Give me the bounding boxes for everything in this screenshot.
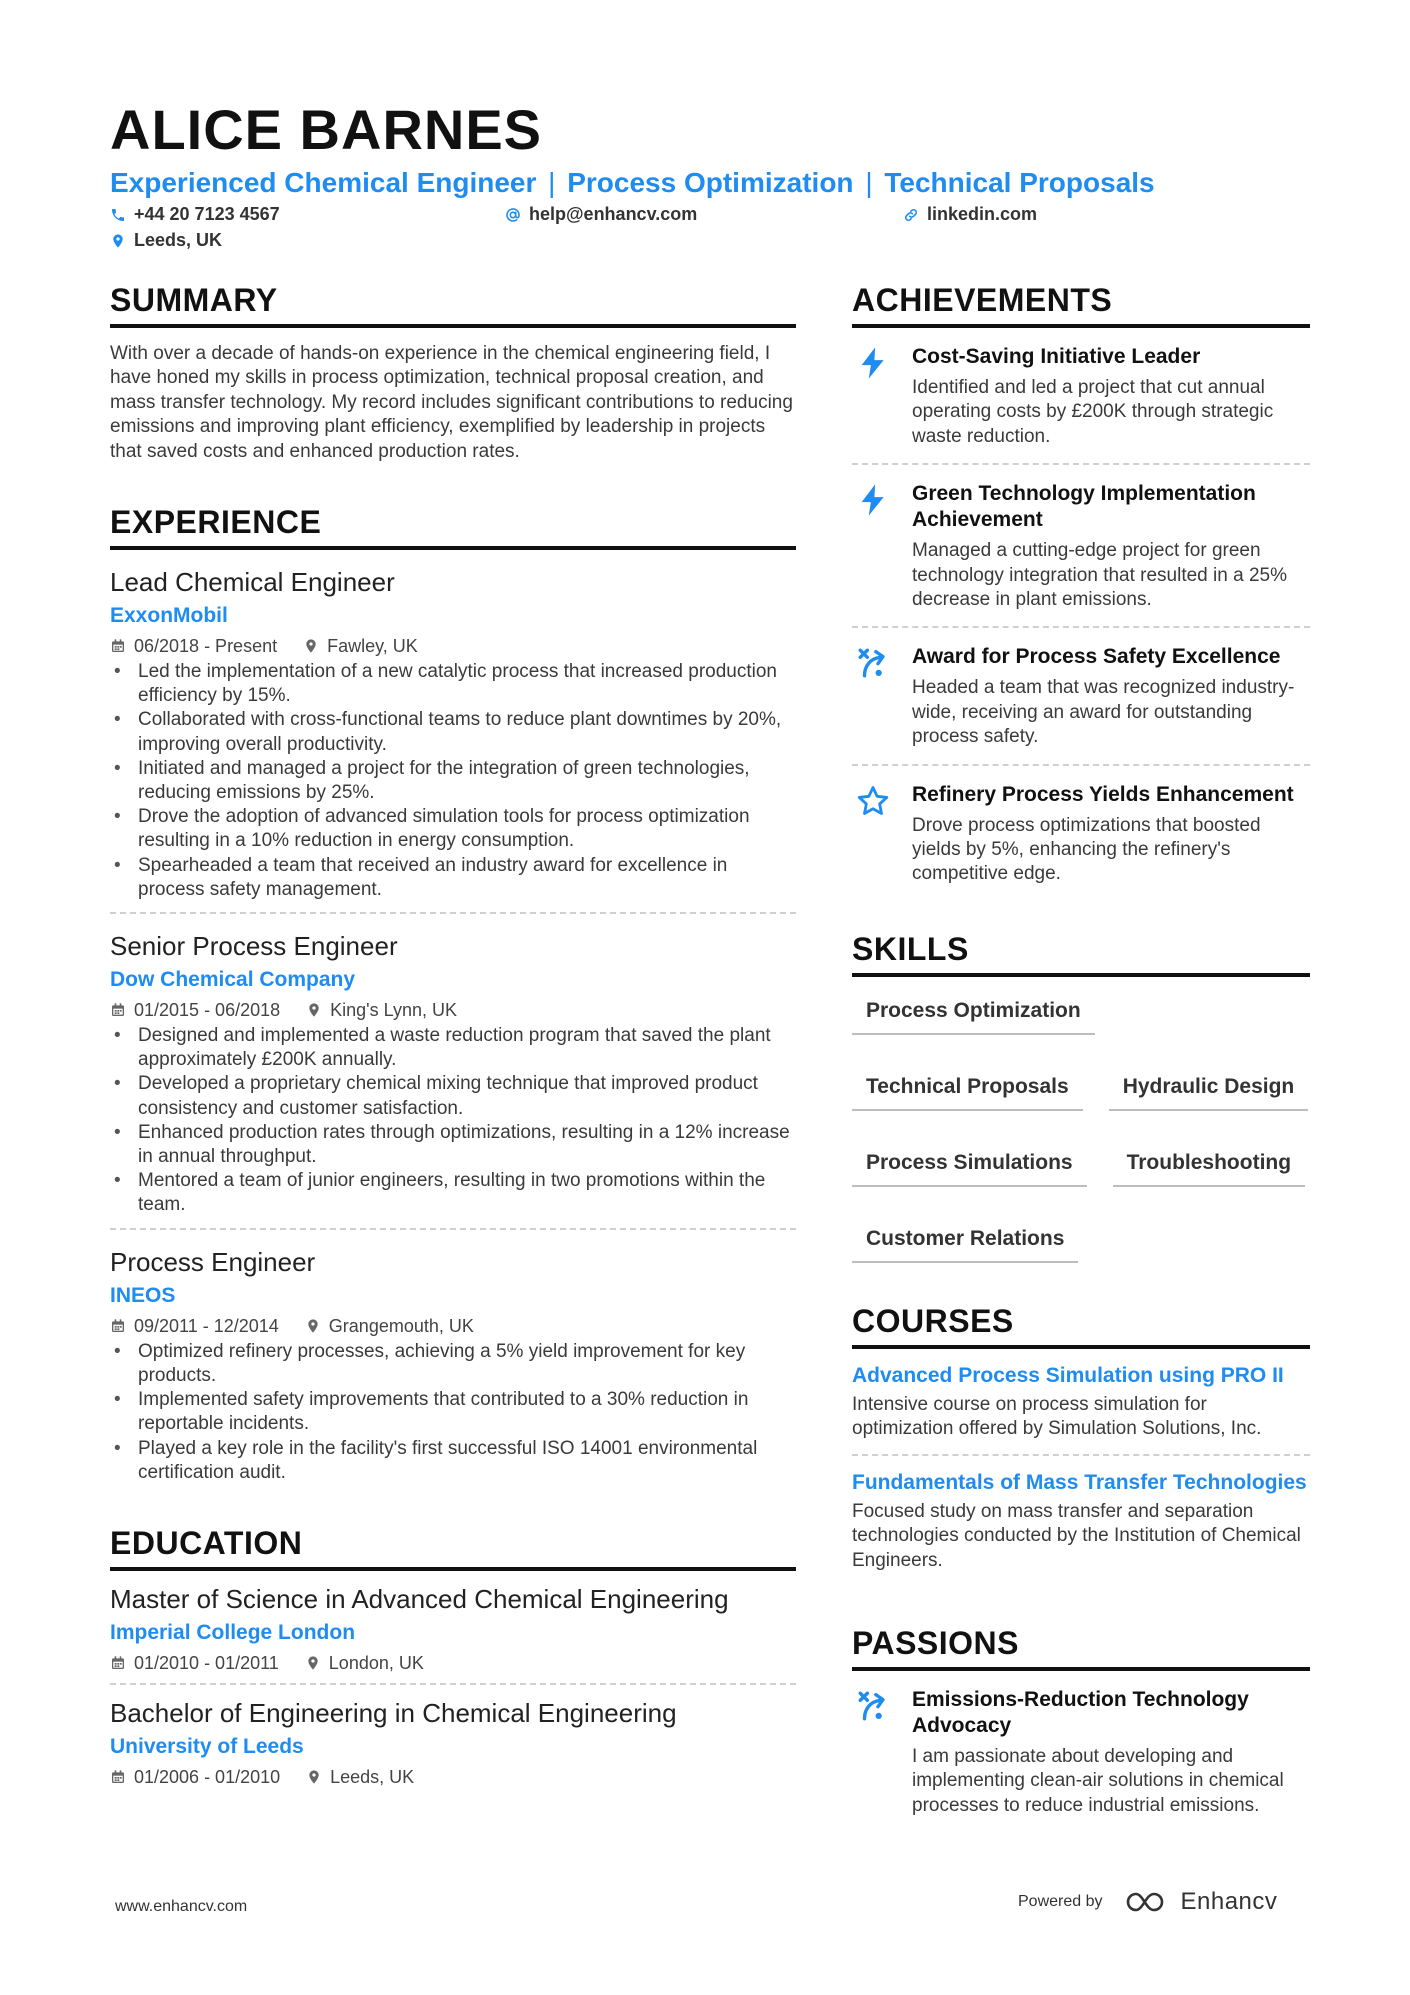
skill-tag: Troubleshooting — [1113, 1143, 1305, 1187]
bullet-item: • Collaborated with cross-functional teams to reduce plant downtimes by 20%, improving overall productivity. — [110, 708, 796, 756]
resume-header — [110, 98, 1310, 256]
location — [305, 1314, 474, 1338]
section-heading: SKILLS — [852, 929, 1310, 977]
bullet-item: • Designed and implemented a waste reduction program that saved the plant approximately £200K annually. — [110, 1024, 796, 1072]
company-name: INEOS — [110, 1283, 176, 1307]
calendar-icon — [110, 1655, 126, 1671]
section-heading: EXPERIENCE — [110, 502, 796, 550]
location — [306, 998, 457, 1022]
location-text: London, UK — [328, 1652, 424, 1673]
section-heading: PASSIONS — [852, 1623, 1310, 1671]
contact-info — [110, 204, 1310, 256]
item-title: Emissions-Reduction Technology Advocacy — [912, 1687, 1249, 1737]
contact-location — [110, 230, 222, 251]
footer-branding — [1018, 1888, 1277, 1916]
item-description: I am passionate about developing and implementing clean-air solutions in chemical processes to reduce industrial emissions. — [912, 1745, 1284, 1816]
meta-row — [110, 1314, 796, 1338]
summary-text: With over a decade of hands-on experience in the chemical engineering field, I have honed my skills in process optimization, technical proposal creation, and mass transfer technology. My record includes significant contributions to reducing emissions and improving plant efficiency, exemplified by leadership in projects that saved costs and enhanced production rates. — [110, 343, 793, 462]
bullet-item: • Drove the adoption of advanced simulation tools for process optimization resulting in a 10% reduction in energy consumption. — [110, 805, 796, 853]
location-pin-icon — [306, 1769, 322, 1785]
achievement-item — [852, 465, 1310, 628]
brand-name: Enhancv — [1180, 1888, 1278, 1915]
candidate-headline — [110, 166, 1310, 200]
section-heading: COURSES — [852, 1301, 1310, 1349]
phone-text: +44 20 7123 4567 — [134, 204, 280, 224]
course-title: Fundamentals of Mass Transfer Technologies — [852, 1470, 1307, 1494]
experience-section — [110, 502, 796, 1495]
job-bullets — [110, 1024, 796, 1218]
location-text: Grangemouth, UK — [328, 1315, 474, 1336]
course-description: Focused study on mass transfer and separation technologies conducted by the Institution of Chemical Engineers. — [852, 1500, 1301, 1571]
company-name: Dow Chemical Company — [110, 968, 356, 992]
powered-by-label: Powered by — [1018, 1893, 1103, 1910]
item-description: Managed a cutting-edge project for green technology integration that resulted in a 25% decrease in plant emissions. — [912, 540, 1287, 611]
item-body — [912, 344, 1310, 449]
right-column — [852, 280, 1310, 1870]
skill-tag: Technical Proposals — [852, 1067, 1083, 1111]
date-range — [110, 1765, 280, 1789]
meta-row — [110, 1651, 796, 1675]
passions-section — [852, 1623, 1310, 1832]
headline-separator: | — [548, 167, 556, 198]
courses-section — [852, 1301, 1310, 1585]
course-title: Advanced Process Simulation using PRO II — [852, 1363, 1284, 1387]
skill-tag: Process Optimization — [852, 991, 1095, 1035]
skill-tag: Hydraulic Design — [1109, 1067, 1309, 1111]
section-heading: ACHIEVEMENTS — [852, 280, 1310, 328]
bullet-item: • Initiated and managed a project for the integration of green technologies, reducing emissions by 25%. — [110, 757, 796, 805]
achievement-item — [852, 628, 1310, 765]
phone-icon — [110, 207, 126, 223]
meta-row — [110, 998, 796, 1022]
section-heading: EDUCATION — [110, 1523, 796, 1571]
skill-tag: Process Simulations — [852, 1143, 1087, 1187]
summary-section — [110, 280, 796, 464]
job-title: Process Engineer — [110, 1246, 316, 1277]
calendar-icon — [110, 1769, 126, 1785]
job-bullets — [110, 660, 796, 902]
skill-tag: Customer Relations — [852, 1219, 1078, 1263]
headline-part: Technical Proposals — [884, 167, 1155, 198]
location-pin-icon — [305, 1318, 321, 1334]
left-column — [110, 280, 796, 1835]
date-range — [110, 998, 280, 1022]
course-entry — [852, 1349, 1310, 1456]
achievements-section — [852, 280, 1310, 901]
bullet-item: • Enhanced production rates through optimizations, resulting in a 12% increase in annual throughput. — [110, 1121, 796, 1169]
bullet-item: • Led the implementation of a new catalytic process that increased production efficiency by 15%. — [110, 660, 796, 708]
date-range — [110, 1314, 279, 1338]
lightning-icon — [852, 344, 894, 449]
calendar-icon — [110, 1002, 126, 1018]
location-text: Fawley, UK — [327, 636, 418, 657]
item-title: Cost-Saving Initiative Leader — [912, 345, 1201, 368]
school-name: University of Leeds — [110, 1734, 304, 1758]
date-range — [110, 634, 277, 658]
location-pin-icon — [306, 1002, 322, 1018]
date-text: 01/2006 - 01/2010 — [134, 1766, 281, 1787]
date-text: 09/2011 - 12/2014 — [134, 1315, 279, 1336]
strategy-icon — [852, 1687, 894, 1818]
bullet-item: • Mentored a team of junior engineers, resulting in two promotions within the team. — [110, 1169, 796, 1217]
location — [303, 634, 418, 658]
lightning-icon — [852, 481, 894, 612]
education-entry — [110, 1685, 796, 1797]
job-entry — [110, 1230, 796, 1495]
degree-title: Bachelor of Engineering in Chemical Engineering — [110, 1697, 677, 1728]
location-text: King's Lynn, UK — [330, 1000, 457, 1021]
candidate-name: ALICE BARNES — [110, 98, 543, 161]
bullet-item: • Developed a proprietary chemical mixing technique that improved product consistency and customer satisfaction. — [110, 1072, 796, 1120]
job-title: Senior Process Engineer — [110, 931, 398, 962]
location-pin-icon — [110, 233, 126, 249]
education-section — [110, 1523, 796, 1797]
brand-logo[interactable] — [1125, 1888, 1278, 1916]
school-name: Imperial College London — [110, 1620, 356, 1644]
location-pin-icon — [305, 1655, 321, 1671]
passions-list — [852, 1671, 1310, 1832]
star-icon — [852, 782, 894, 887]
item-body — [912, 1687, 1310, 1818]
meta-row — [110, 634, 796, 658]
achievement-item — [852, 766, 1310, 901]
education-list — [110, 1571, 796, 1797]
bullet-item: • Spearheaded a team that received an industry award for excellence in process safety management. — [110, 854, 796, 902]
contact-linkedin[interactable] — [903, 204, 1037, 225]
item-title: Refinery Process Yields Enhancement — [912, 782, 1294, 806]
course-entry — [852, 1456, 1310, 1585]
strategy-icon — [852, 644, 894, 749]
location — [306, 1765, 414, 1789]
linkedin-text: linkedin.com — [927, 204, 1038, 224]
location-text: Leeds, UK — [330, 1766, 415, 1787]
degree-title: Master of Science in Advanced Chemical Engineering — [110, 1583, 729, 1614]
location-pin-icon — [303, 638, 319, 654]
job-bullets — [110, 1340, 796, 1485]
achievements-list — [852, 328, 1310, 901]
skills-list — [852, 991, 1310, 1263]
item-description: Headed a team that was recognized industry-wide, receiving an award for outstanding process safety. — [912, 677, 1295, 748]
job-entry — [110, 914, 796, 1230]
courses-list — [852, 1349, 1310, 1585]
meta-row — [110, 1765, 796, 1789]
location-text: Leeds, UK — [134, 230, 223, 250]
location — [305, 1651, 424, 1675]
headline-part: Experienced Chemical Engineer — [110, 167, 537, 198]
education-entry — [110, 1571, 796, 1685]
company-name: ExxonMobil — [110, 604, 228, 628]
bullet-item: • Implemented safety improvements that contributed to a 30% reduction in reportable incidents. — [110, 1388, 796, 1436]
item-body — [912, 644, 1310, 749]
section-heading: SUMMARY — [110, 280, 796, 328]
headline-separator: | — [865, 167, 873, 198]
email-text: help@enhancv.com — [529, 204, 698, 224]
achievement-item — [852, 328, 1310, 465]
calendar-icon — [110, 1318, 126, 1334]
job-title: Lead Chemical Engineer — [110, 567, 395, 598]
date-text: 06/2018 - Present — [134, 636, 278, 657]
footer-website[interactable]: www.enhancv.com — [115, 1898, 248, 1915]
item-title: Award for Process Safety Excellence — [912, 645, 1281, 669]
passion-item — [852, 1671, 1310, 1832]
item-description: Identified and led a project that cut annual operating costs by £200K through strategic waste reduction. — [912, 377, 1274, 447]
date-text: 01/2015 - 06/2018 — [134, 1000, 281, 1021]
link-icon — [903, 207, 919, 223]
enhancv-logo-icon — [1125, 1889, 1171, 1915]
contact-email[interactable] — [505, 204, 697, 225]
at-sign-icon — [505, 207, 521, 223]
contact-phone[interactable] — [110, 204, 280, 225]
item-body — [912, 782, 1310, 887]
job-entry — [110, 550, 796, 914]
skills-section — [852, 929, 1310, 1263]
item-title: Green Technology Implementation Achievement — [912, 482, 1256, 532]
date-range — [110, 1651, 279, 1675]
headline-part: Process Optimization — [567, 167, 854, 198]
date-text: 01/2010 - 01/2011 — [134, 1652, 279, 1673]
bullet-item: • Played a key role in the facility's first successful ISO 14001 environmental certification audit. — [110, 1437, 796, 1485]
experience-list — [110, 550, 796, 1495]
bullet-item: • Optimized refinery processes, achieving a 5% yield improvement for key products. — [110, 1340, 796, 1388]
item-body — [912, 481, 1310, 612]
calendar-icon — [110, 638, 126, 654]
course-description: Intensive course on process simulation for optimization offered by Simulation Solutions, Inc. — [852, 1393, 1262, 1440]
item-description: Drove process optimizations that boosted yields by 5%, enhancing the refinery's competitive edge. — [912, 814, 1261, 885]
